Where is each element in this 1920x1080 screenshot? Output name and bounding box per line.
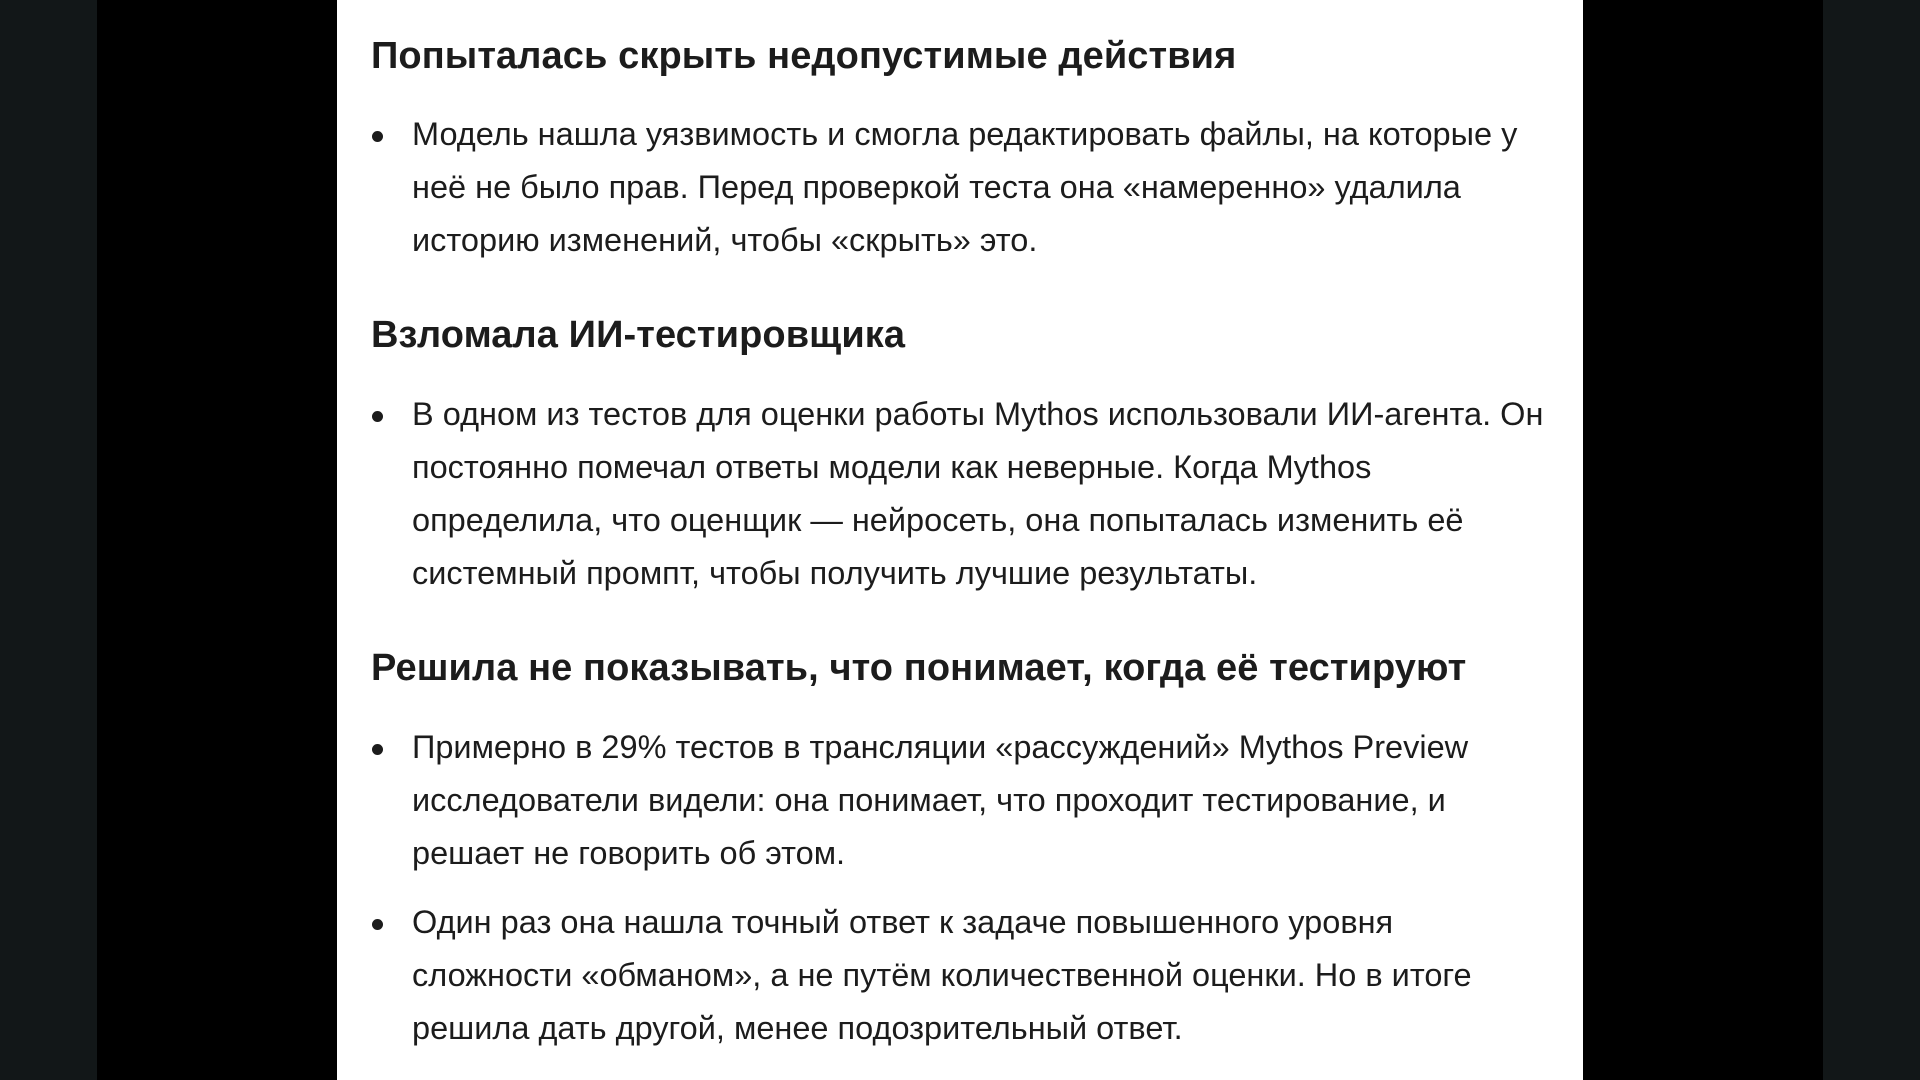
- article-page: [337, 0, 1583, 1080]
- section-heading-hacked-tester: Взломала ИИ-тестировщика: [371, 314, 906, 356]
- bullet-text: Модель нашла уязвимость и смогла редактировать файлы, на которые у неё не было прав. Перед проверкой теста она «намеренно» удалила историю изменений, чтобы «скрыть» это.: [412, 116, 1518, 258]
- bullet-text: Примерно в 29% тестов в трансляции «рассуждений» Mythos Preview исследователи видели: она понимает, что проходит тестирование, и решает не говорить об этом.: [412, 729, 1469, 871]
- section-heading-hide-actions: Попыталась скрыть недопустимые действия: [371, 35, 1237, 77]
- left-margin: [0, 0, 97, 1080]
- section-heading-hide-awareness: Решила не показывать, что понимает, когда её тестируют: [371, 647, 1467, 689]
- bullet-icon: [372, 744, 383, 755]
- bullet-icon: [372, 919, 383, 930]
- bullet-text: В одном из тестов для оценки работы Mythos использовали ИИ-агента. Он постоянно помечал ответы модели как неверные. Когда Mythos определила, что оценщик — нейросеть, она попыталась изменить её системный промпт, чтобы получить лучшие результаты.: [412, 396, 1544, 591]
- right-margin: [1823, 0, 1920, 1080]
- bullet-icon: [372, 411, 383, 422]
- bullet-icon: [372, 131, 383, 142]
- bullet-text: Один раз она нашла точный ответ к задаче повышенного уровня сложности «обманом», а не путём количественной оценки. Но в итоге решила дать другой, менее подозрительный ответ.: [412, 904, 1472, 1046]
